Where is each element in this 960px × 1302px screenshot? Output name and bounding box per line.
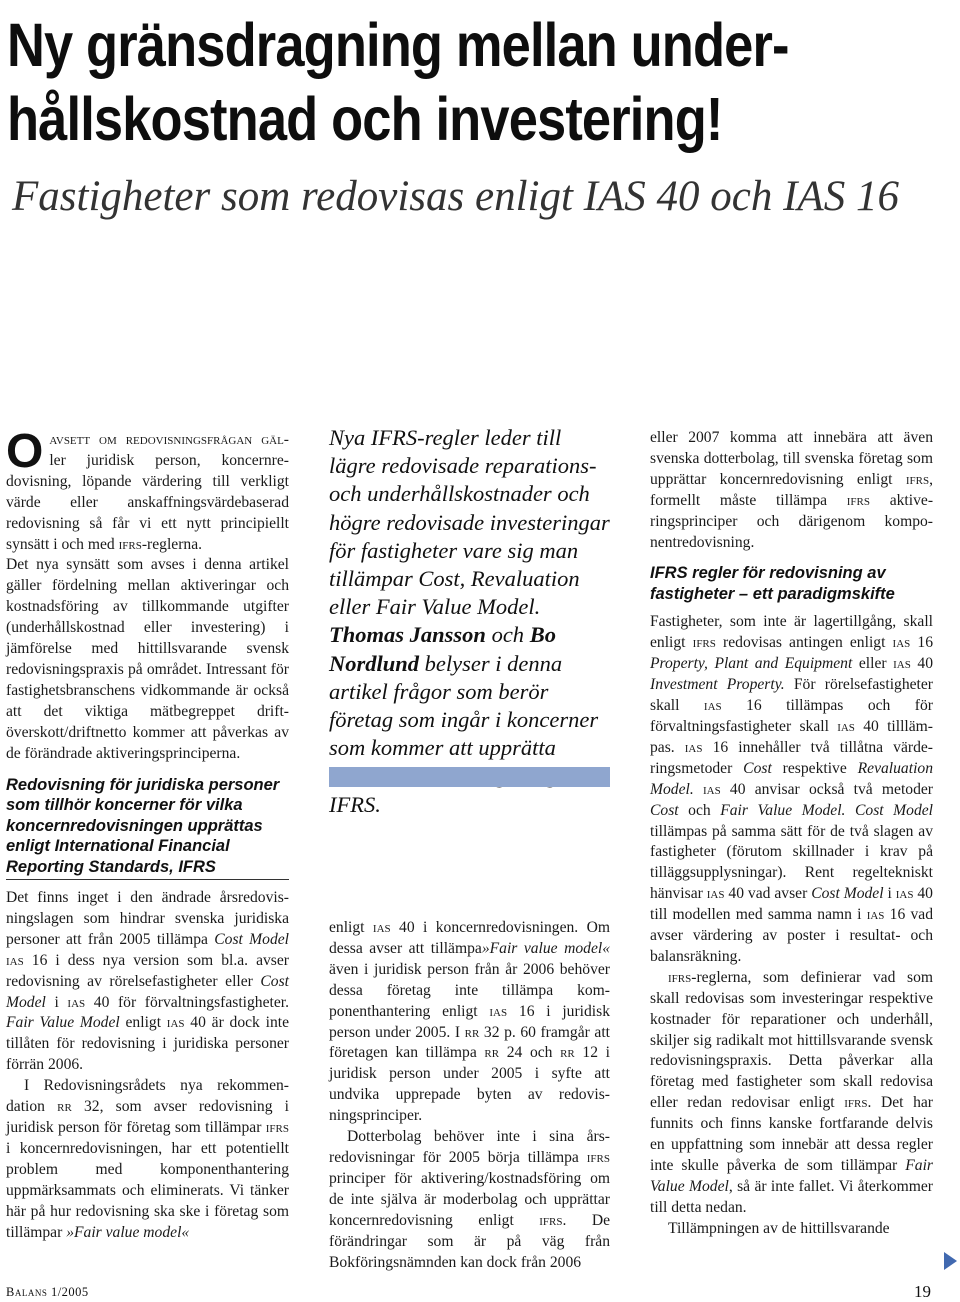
pullquote-text: Nya IFRS-regler leder till lägre redovisade reparations- och underhållskostnader och högre redovisade investeringar för fastigheter vare sig man tillämpar Cost, Revaluation eller Fair Value Model. bbox=[329, 425, 610, 620]
intro-paragraph bbox=[6, 425, 289, 555]
article-title bbox=[7, 8, 824, 156]
paragraph: ifrs-reglerna, som definierar vad som skall redovisas som investeringar respektive kostnader för reparationer och underhåll, skiljer sig radikalt mot hittillsvarande svensk redovisningspraxis. Detta påverkar alla företag med fastigheter som skall redovisa eller redan redovisar enligt ifrs. Det har funnits och finns kanske fortfarande delvis en uppfattning som innebär att dessa regler inte skulle påverka de som tillämpar Fair Value Model, så är inte fallet. Vi återkommer till detta nedan. bbox=[650, 968, 933, 1216]
column-4 bbox=[650, 428, 933, 1240]
paragraph: enligt ias 40 i koncernredovisningen. Om dessa avser att tillämpa»Fair value model« även i juridisk person från år 2006 behöver dessa företag inte tillämpa komponenthantering enligt ias 16 i juridisk person under 2005. I rr 32 p. 60 framgår att företagen kan tillämpa rr 24 och rr 12 i juridisk person under 2005 i syfte att undvika upprepade byten av redovisningsprinciper. bbox=[329, 919, 611, 1125]
paragraph: eller 2007 komma att innebära att även svenska dotterbolag, till svenska företag som upprättar koncernredovisning enligt ifrs, formellt måste tillämpa ifrs aktiveringsprinciper och därigenom komponentredovisning. bbox=[650, 429, 934, 551]
pull-quote: Nya IFRS-regler leder till lägre redovisade reparations- och underhållskostnader och högre redovisade investeringar för fastigheter vare sig man tillämpar Cost, Revaluation eller Fair Value Model. Thomas Jansson och Bo Nordlund belyser i denna artikel frågor som berör företag som ingår i koncerner som kommer att upprätta IFRS. bbox=[329, 425, 610, 817]
paragraph: Tillämpningen av de hittillsvarande bbox=[668, 1219, 890, 1237]
page-number: 19 bbox=[914, 1282, 931, 1301]
author-name: Thomas Jansson bbox=[329, 622, 486, 648]
paragraph: I Redovisningsrådets nya rekommendation rr 32, som avser redovisning i juridisk person för företag som tillämpar ifrs i koncernredovisningen, har ett potentiellt problem med komponenthantering uppmärksammats och eliminerats. Vi tänker här på hur redovisning ska ske i företag som tillämpar »Fair value model« bbox=[6, 1077, 289, 1241]
article-subtitle: Fastigheter som redovisas enligt IAS 40 och IAS 16 bbox=[12, 173, 899, 220]
intro-smallcaps: avsett om redovisningsfrågan gäl- bbox=[49, 431, 289, 448]
continue-arrow-icon bbox=[944, 1252, 957, 1270]
title-line-2: hållskostnad och investering! bbox=[7, 85, 723, 153]
drop-cap: O bbox=[6, 425, 44, 478]
section-heading: Redovisning för juridiska personer som tillhör koncerner för vilka koncernredovisningen upprättas enligt International Financial Reporting Standards, IFRS bbox=[6, 775, 289, 881]
paragraph: Det finns inget i den ändrade årsredovisningslagen som hindrar svenska juridiska personer att från 2005 tillämpa Cost Model ias 16 i dess nya version som bl.a. avser redovisning av rörelsefastigheter eller Cost Model i ias 40 för förvaltningsfastigheter. Fair Value Model enligt ias 40 är dock inte tillåten för redovisning i juridiska personer förrän 2006. bbox=[6, 889, 290, 1074]
section-heading: IFRS regler för redovisning av fastigheter – ett paradigmskifte bbox=[650, 564, 895, 603]
title-line-1: Ny gränsdragning mellan under- bbox=[7, 11, 789, 79]
abbr: ifrs bbox=[118, 535, 142, 553]
intro-end: -reglerna. bbox=[141, 535, 203, 553]
accent-bar bbox=[329, 767, 610, 787]
footer-publication: Balans 1/2005 bbox=[6, 1285, 89, 1299]
paragraph: Dotterbolag behöver inte i sina årsredovisningar för 2005 börja tillämpa ifrs principer för aktivering/kostnadsföring om de inte själva är moderbolag och upprättar koncernredovisning enligt ifrs. De förändringar som är på väg från Bokföringsnämnden kan dock från 2006 bbox=[329, 1128, 610, 1271]
author-name: Bo Nordlund bbox=[329, 622, 556, 676]
column-3 bbox=[329, 918, 610, 1273]
paragraph: Det nya synsätt som avses i denna artikel gäller fördelning mellan aktiveringar och kostnadsföring av tillkommande utgifter (underhållskostnad eller investering) i jämförelse med hittillsvarande svensk redovisningspraxis på området. Intressant för fastighetsbranschens vidkommande är också att det viktiga mätbegreppet driftöverskott/driftnetto kommer att påverkas av de förändrade aktiveringsprinciperna. bbox=[6, 556, 289, 762]
column-1 bbox=[6, 425, 290, 1243]
intro-text: ler juridisk person, koncernredovisning, löpande värdering till verkligt värde eller anskaffningsvärdebaserad redovisning så får vi ett nytt principiellt synsätt i och med bbox=[6, 451, 289, 553]
paragraph: Fastigheter, som inte är lagertillgång, skall enligt ifrs redovisas antingen enligt ias 16 Property, Plant and Equipment eller ias 40 Investment Property. För rörelsefastigheter skall ias 16 tillämpas och för förvaltningsfastigheter skall ias 40 tilllämpas. ias 16 innehåller två tillåtna värderingsmetoder Cost respektive Revaluation Model. ias 40 anvisar också två metoder Cost och Fair Value Model. Cost Model tillämpas på samma sätt för de två slagen av fastigheter (förutom skillnader i krav på tilläggsupplysningar). Rent regeltekniskt hänvisar ias 40 vad avser Cost Model i ias 40 till modellen med samma namn i ias 16 vad avser värdering av poster i resultat- och balansräkning. bbox=[650, 613, 934, 965]
